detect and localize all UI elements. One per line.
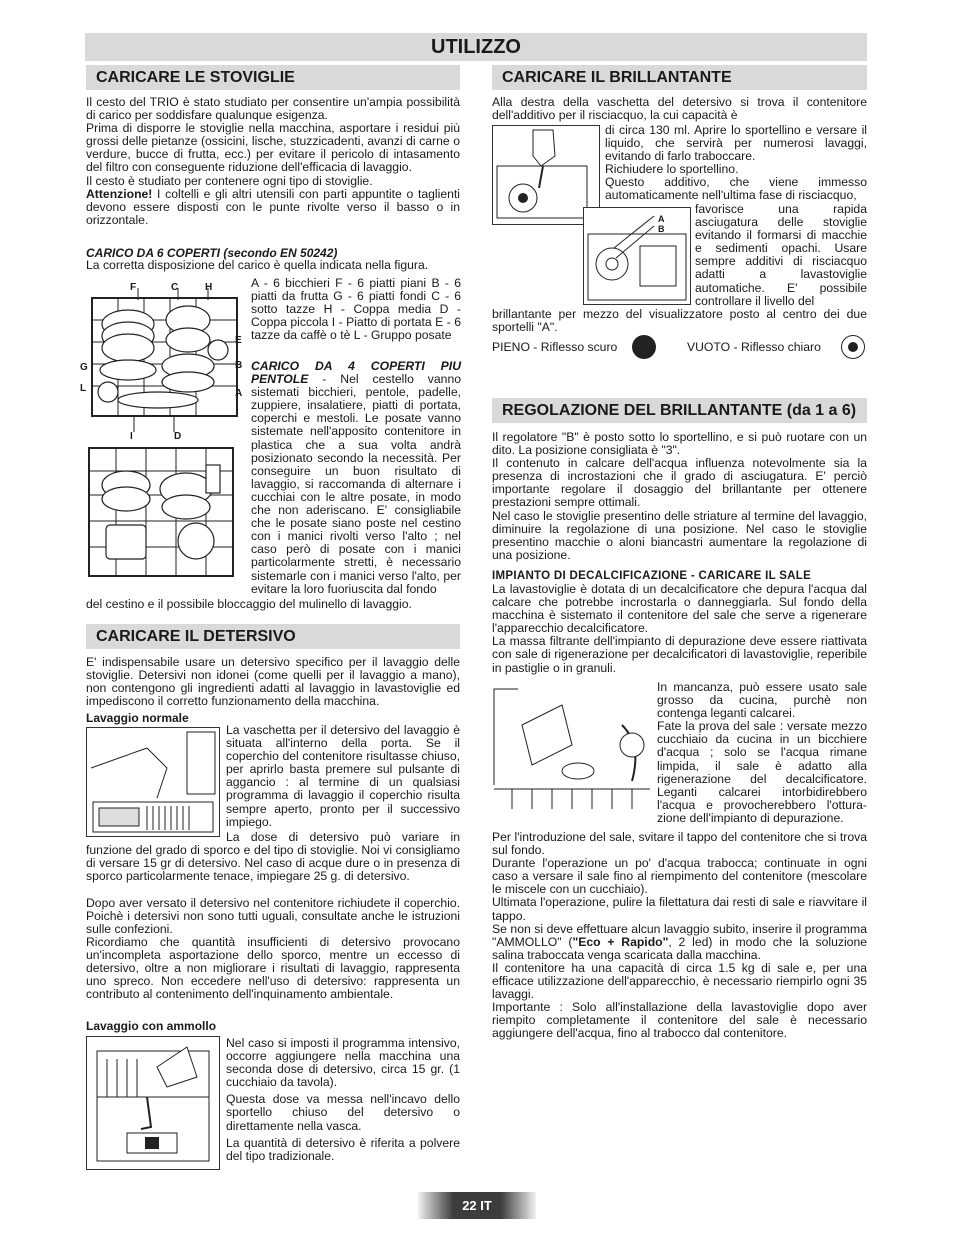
salt-drawing xyxy=(492,685,652,813)
label-e: E xyxy=(235,335,242,346)
page-number: 22 IT xyxy=(462,1198,492,1213)
regulator-drawing xyxy=(584,208,690,304)
stoviglie-p1: Il cesto del TRIO è stato studiato per consentire un'ampia possibilità di carico per soddisfare qualunque esigenza. xyxy=(86,95,460,123)
label-a: A xyxy=(235,388,243,399)
carico6-legend: A - 6 bicchieri F - 6 piatti piani B - 6 piatti da frutta G - 6 piatti fondi C - 6 sotto tazze H - Coppa media D - Coppa piccola I - Piatto di portata E - 6 tazze da caffè o tè L - Gruppo posate xyxy=(251,276,461,343)
sale-title: IMPIANTO DI DECALCIFICAZIONE - CARICARE IL SALE xyxy=(492,570,812,582)
detersivo-p2: Dopo aver versato il detersivo nel contenitore richiudete il coperchio. Poichè i detersivi non sono tutti uguali, consultate anche le istruzioni sulle confezioni. xyxy=(86,896,460,937)
section-title-regolazione: REGOLAZIONE DEL BRILLANTANTE (da 1 a 6) xyxy=(492,398,867,423)
label-g: G xyxy=(80,362,88,373)
basket-4-covers-figure xyxy=(86,445,236,580)
basket-drawing xyxy=(78,280,246,446)
basket-pans-drawing xyxy=(86,445,236,580)
ammollo-p1: Nel caso si imposti il programma intensivo, occorre aggiungere nella macchina una seconda dose di detersivo, circa 15 gr. (1 cucchiaio da tavola). xyxy=(226,1036,460,1090)
sale-side-text xyxy=(657,681,867,825)
sale-p6c: , 2 led) in modo che la soluzione salina traboccata venga scaricata dalla macchina. xyxy=(492,934,867,962)
ammollo-text xyxy=(226,1037,460,1163)
section-title-detersivo: CARICARE IL DETERSIVO xyxy=(86,624,460,649)
sale-p5: Ultimata l'operazione, pulire la filettatura dai resti di sale e riavvitare il tappo. xyxy=(492,895,867,923)
sale-p1: La lavastoviglie è dotata di un decalcificatore che depura l'acqua dal calcare che potrebbe incrostarla o danneggiarla. Sul fondo della macchina è sistemato il contenitore del sale che serve a rigenerare l'apparecchio decalcificatore. xyxy=(492,582,867,636)
lavaggio-normale-dose: La dose di detersivo può variare in funzione del grado di sporco e del tipo di stoviglie. Noi vi consigliamo di versare 15 gr di detersivo. Nel caso di acque dure o in presenza di sporco particolarmente tenace, impiegare 25 g. di detersivo. xyxy=(86,830,460,884)
indicator-full-label: PIENO - Riflesso scuro xyxy=(492,340,618,354)
indicator-full-icon xyxy=(632,335,656,359)
label-d: D xyxy=(174,431,182,442)
lavaggio-normale-title: Lavaggio normale xyxy=(86,711,189,725)
regolazione-p2: Il contenuto in calcare dell'acqua influenza notevolmente sia la presenza di incrostazioni che il grado di asciugatura. E' perciò importante regolare il dosaggio del brillantante per ottenere prestazioni sempre ottimali. xyxy=(492,456,867,510)
label-c: C xyxy=(171,282,179,293)
detersivo-p1: E' indispensabile usare un detersivo specifico per il lavaggio delle stoviglie. Detersivi non idonei (come quelli per il lavaggio a mano), non contengono gli ingredienti adatti al lavaggio in lavastoviglie ed impediscono il corretto funzionamento della macchina. xyxy=(86,655,460,709)
page-title: UTILIZZO xyxy=(85,33,867,61)
carico4-end: del cestino e il possibile bloccaggio del mulinello di lavaggio. xyxy=(86,597,412,611)
basket-6-covers-figure xyxy=(78,280,246,446)
regolazione-p3: Nel caso le stoviglie presentino delle striature al termine del lavaggio, diminuire la regolazione di una posizione. Nel caso le stoviglie presentino macchie o aloni biancastri aumentare la regolazione di una posizione. xyxy=(492,508,867,562)
brillantante-p-top: Alla destra della vaschetta del detersivo si trova il contenitore dell'additivo per il risciacquo, la cui capacità è xyxy=(492,95,867,123)
regolazione-p1: Il regolatore "B" è posto sotto lo sportellino, e si può ruotare con un dito. La posizione consigliata è "3". xyxy=(492,430,867,458)
sale-side2: Fate la prova del sale : versate mezzo cucchiaio da cucina in un bicchiere d'acqua ; solo se l'acqua rimane limpida, il sale è adatto alla rigenerazione del decalcificatore. Leganti calcarei intorbidirebbero l'acqua e provocherebbero l'ottura-zione dell'impianto di depurazione. xyxy=(657,719,867,825)
sale-p6 xyxy=(492,923,867,962)
brillantante-side2: Richiudere lo sportellino. xyxy=(605,162,739,177)
indicator-empty-icon xyxy=(841,335,865,359)
brillantante-side1: di circa 130 ml. Aprire lo sportellino e versare il liquido, che servirà per numerosi lavaggi, evitando di farlo traboccare. xyxy=(605,123,867,164)
label-h: H xyxy=(205,282,213,293)
attenzione-text: I coltelli e gli altri utensili con parti appuntite o taglienti devono essere disposti con le punte rivolte verso il basso o in orizzontale. xyxy=(86,186,460,227)
sale-intro xyxy=(492,583,867,675)
carico6-title: CARICO DA 6 COPERTI (secondo EN 50242) xyxy=(86,246,338,260)
label-a-brill: A xyxy=(658,214,665,224)
brillantante-side-text xyxy=(605,124,867,203)
indicator-empty-label: VUOTO - Riflesso chiaro xyxy=(687,340,821,354)
label-f: F xyxy=(130,282,137,293)
label-b-brill: B xyxy=(658,224,665,234)
section-title-brillantante: CARICARE IL BRILLANTANTE xyxy=(492,65,867,90)
salt-container-figure xyxy=(492,685,652,813)
lavaggio-normale-text: La vaschetta per il detersivo del lavaggio è situata all'interno della porta. Se il coperchio del contenitore risultasse chiuso, per aprirlo basta premere sul pulsante di aggancio : al termine di un qualsiasi programma di lavaggio il coperchio risulta sempre aperto, pronto per il successivo impiego. xyxy=(226,723,460,829)
sale-p7: Il contenitore ha una capacità di circa 1.5 kg di sale e, per una efficace utilizzazione dell'apparecchio, è necessario riempirlo ogni 35 lavaggi. xyxy=(492,960,867,1002)
sale-p6b: "Eco + Rapido" xyxy=(572,934,669,949)
stoviglie-intro xyxy=(86,96,460,227)
sale-p3: Per l'introduzione del sale, svitare il tappo del contenitore che si trova sul fondo. xyxy=(492,830,867,858)
regolazione-text xyxy=(492,431,867,562)
carico6-text: La corretta disposizione del carico è quella indicata nella figura. xyxy=(86,258,429,272)
soak-drawing xyxy=(87,1037,219,1169)
stoviglie-p2: Prima di disporre le stoviglie nella macchina, asportare i residui più grossi delle pietanze (ossicini, lische, stuzzicadenti, avanzi di carne o verdure, bucce di frutta, ecc.) per evitare il pericolo di intasamento del filtro con conseguente riduzione dell'efficacia di lavaggio. xyxy=(86,121,460,175)
ammollo-p2: Questa dose va messa nell'incavo dello sportello chiuso del detersivo o direttamente nella vasca. xyxy=(226,1092,460,1133)
section-title-stoviglie: CARICARE LE STOVIGLIE xyxy=(86,65,460,90)
stoviglie-p3: Il cesto è studiato per contenere ogni tipo di stoviglie. xyxy=(86,173,373,188)
attenzione-paragraph xyxy=(86,188,460,227)
attenzione-label: Attenzione! xyxy=(86,186,153,201)
rinse-regulator-figure xyxy=(583,207,691,305)
soak-wash-figure xyxy=(86,1036,220,1170)
label-l: L xyxy=(80,383,87,394)
sale-p2: La massa filtrante dell'impianto di depurazione deve essere riattivata con sale di rigenerazione per decalcificatori di lavastoviglie, reperibile in pastiglie o in granuli. xyxy=(492,634,867,675)
detergent-dispenser-figure xyxy=(86,727,220,837)
detersivo-p3: Ricordiamo che quantità insufficienti di detersivo provocano un'incompleta asportazione dello sporco, mentre un eccesso di detersivo, oltre a non migliorare i risultati di lavaggio, rappresenta uno spreco. Non eccedere nell'uso di detersivo: rappresenta un contributo al contenimento dell'inquinamento ambientale. xyxy=(86,935,460,1002)
carico4-text: - Nel cestello vanno sistemati bicchieri, pentole, padelle, zuppiere, insalatiere, piatti di portata, coperchi e mestoli. Le posate vanno sistemate nell'apposito contenitore in plastica che a sua volta andrà posizionato secondo la necessità. Per conseguire un buon risultato di lavaggio, si raccomanda di alternare i cucchiai con le altre posate, in modo che non aderiscano. E' consigliabile che le posate siano poste nel cestino con i manici rivolti verso l'alto ; nel caso però di posate con i manici particolarmente stretti, è necessario sistemarle con i manici verso l'alto, per evitare la loro fuoriuscita dal fondo xyxy=(251,372,461,596)
brillantante-side4: favorisce una rapida asciugatura delle stoviglie evitando il formarsi di macchie e sedimenti opachi. Usare sempre additivi di risciacquo adatti a lavastoviglie automatiche. E' possibile controllare il livello del xyxy=(695,202,867,308)
sale-p4: Durante l'operazione un po' d'acqua trabocca; continuate in ogni caso a versare il sale fino al riempimento del contenitore (mescolare le miscele con un cucchiaio). xyxy=(492,856,867,897)
sale-p6a: Se non si deve effettuare alcun lavaggio subito, inserire il programma "AMMOLLO" ( xyxy=(492,921,867,949)
sale-instructions xyxy=(492,831,867,1041)
brillantante-side3: Questo additivo, che viene immesso automaticamente nell'ultima fase di risciacquo, xyxy=(605,175,867,203)
lavaggio-ammollo-title: Lavaggio con ammollo xyxy=(86,1019,217,1033)
dispenser-drawing xyxy=(87,728,219,836)
label-b: B xyxy=(235,360,243,371)
carico4-title: CARICO DA 4 COPERTI PIU PENTOLE xyxy=(251,359,461,387)
ammollo-p3: La quantità di detersivo è riferita a polvere del tipo tradizionale. xyxy=(226,1135,460,1163)
label-i: I xyxy=(130,431,133,442)
sale-side1: In mancanza, può essere usato sale grosso da cucina, purchè non contenga leganti calcarei. xyxy=(657,680,867,721)
brillantante-p-bottom: brillantante per mezzo del visualizzatore posto al centro dei due sportelli "A". xyxy=(492,307,867,335)
carico4-paragraph xyxy=(251,360,461,596)
sale-p8: Importante : Solo all'installazione della lavastoviglie dopo aver riempito completamente il contenitore del sale è necessario aggiungere dell'acqua, fino al trabocco dal contenitore. xyxy=(492,1000,867,1041)
